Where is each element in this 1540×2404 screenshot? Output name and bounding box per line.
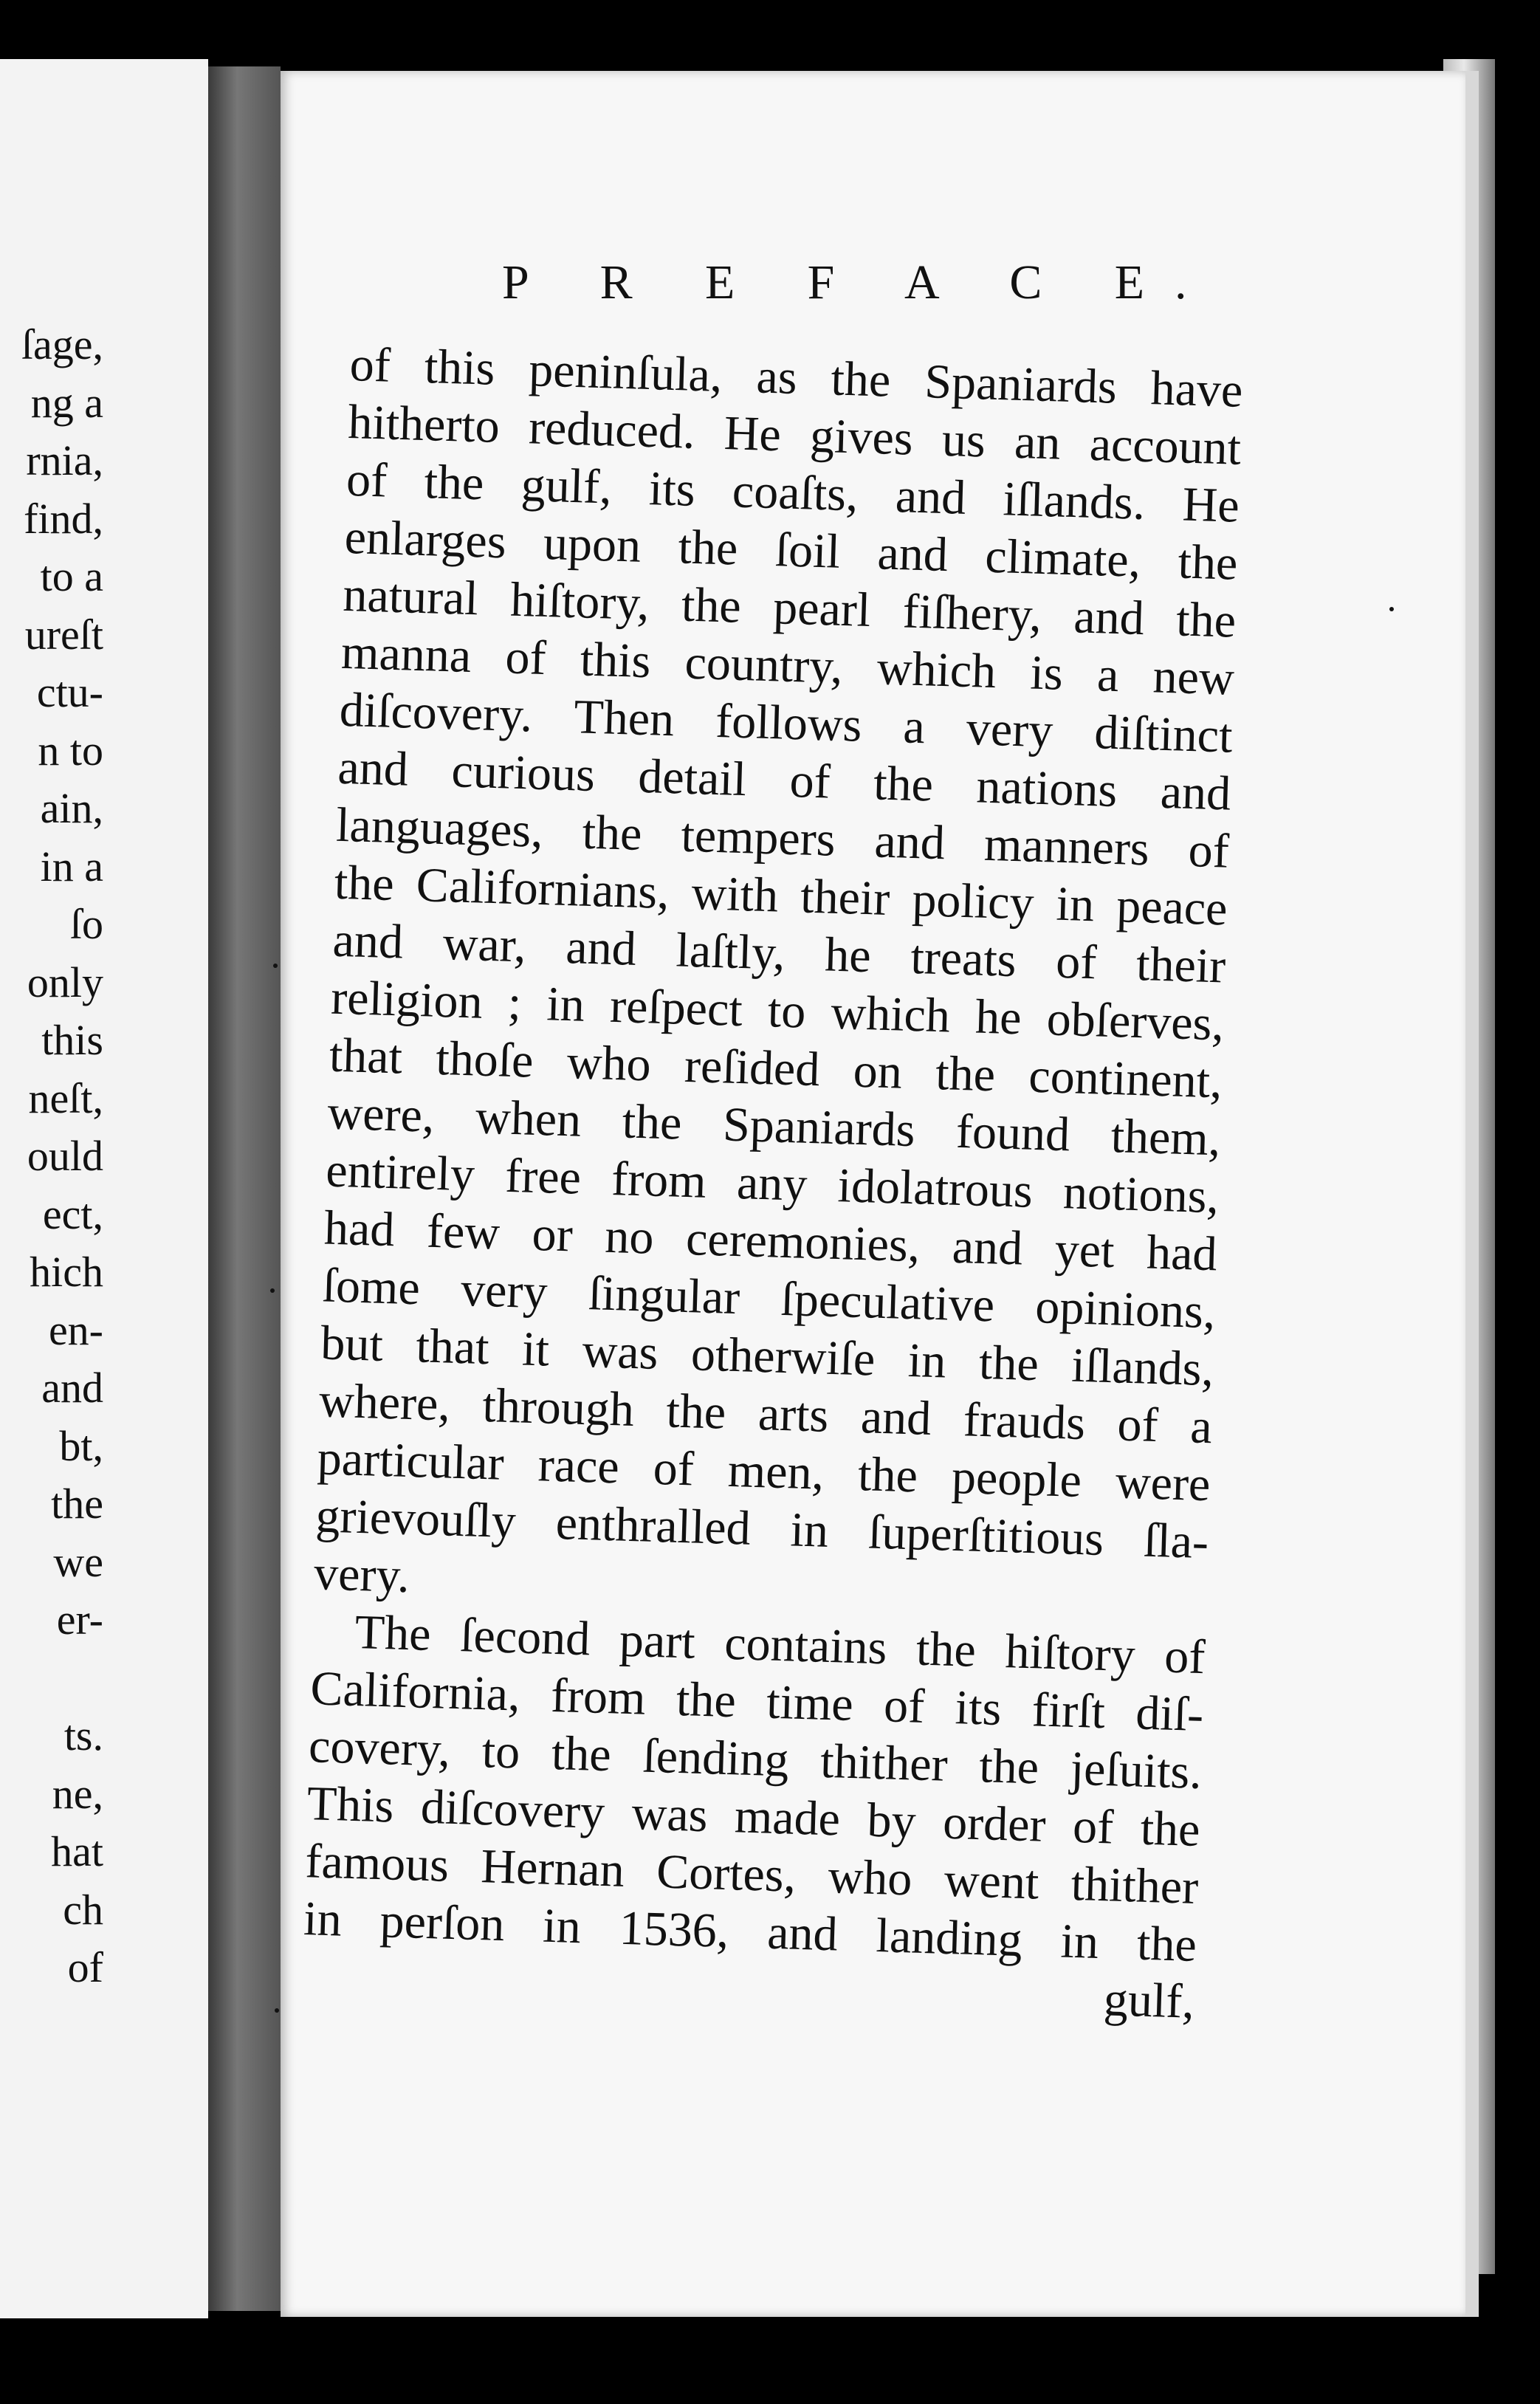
- ink-speck: [270, 1288, 275, 1293]
- facing-page-line: ſo: [69, 900, 103, 948]
- text-line: diſcovery. Then follows a very diſtinct: [338, 682, 1234, 763]
- text-line: particular race of men, the people were: [316, 1431, 1211, 1512]
- facing-page-line: ctu-: [36, 668, 103, 716]
- text-line: famous Hernan Cortes, who went thither: [304, 1834, 1200, 1914]
- facing-page-line: ſage,: [21, 320, 103, 368]
- facing-page-line: ureſt: [24, 610, 103, 659]
- facing-page-line: n to: [38, 726, 103, 775]
- ink-speck: [273, 964, 278, 968]
- facing-page-line: ect,: [42, 1189, 103, 1238]
- facing-page-line: ts.: [63, 1711, 103, 1759]
- text-line: had few or no ceremonies, and yet had: [323, 1201, 1218, 1282]
- text-line: were, when the Spaniards found them,: [326, 1085, 1222, 1167]
- facing-page-line: ain,: [40, 784, 103, 832]
- facing-page-line: ould: [27, 1132, 103, 1180]
- text-line: manna of this country, which is a new: [340, 625, 1235, 706]
- facing-page-line: and: [41, 1364, 103, 1412]
- facing-page-line: rnia,: [26, 436, 103, 484]
- facing-page-line: hich: [30, 1248, 103, 1296]
- facing-page-line: hat: [51, 1827, 103, 1875]
- facing-page-line: we: [53, 1537, 103, 1586]
- facing-page-line: ne,: [52, 1769, 103, 1818]
- text-line: but that it was otherwiſe in the iſlands,: [320, 1316, 1215, 1397]
- text-line: religion ; in reſpect to which he obſerves,: [330, 970, 1225, 1051]
- catchword: gulf,: [1102, 1972, 1195, 2029]
- text-line: natural hiſtory, the pearl fiſhery, and the: [342, 567, 1237, 648]
- text-line: very.: [313, 1546, 410, 1604]
- text-line: California, from the time of its firſt diſ-: [309, 1661, 1205, 1742]
- facing-page-line: the: [51, 1480, 103, 1528]
- text-line: in perſon in 1536, and landing in the: [303, 1892, 1197, 1972]
- text-line: that thoſe who reſided on the continent,: [329, 1028, 1223, 1109]
- facing-page-line: of: [67, 1943, 103, 1991]
- facing-page-line: this: [41, 1016, 103, 1064]
- text-line: entirely free from any idolatrous notions,: [325, 1143, 1220, 1224]
- facing-page-line: ch: [63, 1885, 103, 1934]
- book-gutter: [208, 66, 281, 2311]
- text-line: enlarges upon the ſoil and climate, the: [343, 509, 1239, 591]
- text-line: ſome very ſingular ſpeculative opinions,: [321, 1258, 1217, 1339]
- facing-page-line: er-: [56, 1596, 103, 1644]
- text-line: of this peninſula, as the Spaniards have: [348, 337, 1244, 418]
- facing-page-line: find,: [24, 494, 103, 543]
- body-text: [303, 336, 1243, 1974]
- facing-page-line: only: [27, 958, 103, 1006]
- text-line: of the gulf, its coaſts, and iſlands. He: [346, 452, 1240, 533]
- text-line: The ſecond part contains the hiſtory of: [354, 1604, 1206, 1685]
- text-line: and war, and laſtly, he treats of their: [331, 913, 1227, 994]
- text-line: languages, the tempers and manners of: [335, 797, 1230, 879]
- facing-page-line: ng a: [30, 378, 103, 427]
- facing-page-line: bt,: [59, 1421, 103, 1470]
- text-line: This diſcovery was made by order of the: [306, 1776, 1201, 1858]
- facing-page-line: in a: [40, 842, 103, 890]
- facing-page-line: neſt,: [28, 1074, 103, 1122]
- ink-speck: [275, 2008, 279, 2013]
- text-line: grievouſly enthralled in ſuperſtitious ſla-: [314, 1488, 1210, 1570]
- text-line: covery, to the ſending thither the jeſuits.: [308, 1719, 1203, 1800]
- ink-speck: [1389, 607, 1394, 611]
- facing-page-text: [0, 316, 103, 1997]
- facing-page-line: [0, 1649, 103, 1708]
- facing-page-line: en-: [48, 1305, 103, 1354]
- facing-page-line: to a: [40, 552, 103, 600]
- text-line: where, through the arts and frauds of a: [318, 1373, 1213, 1455]
- running-head: P R E F A C E.: [502, 255, 1217, 309]
- text-line: and curious detail of the nations and: [337, 740, 1232, 821]
- text-line: hitherto reduced. He gives us an account: [347, 394, 1242, 475]
- text-line: the Californians, with their policy in peace: [333, 855, 1228, 936]
